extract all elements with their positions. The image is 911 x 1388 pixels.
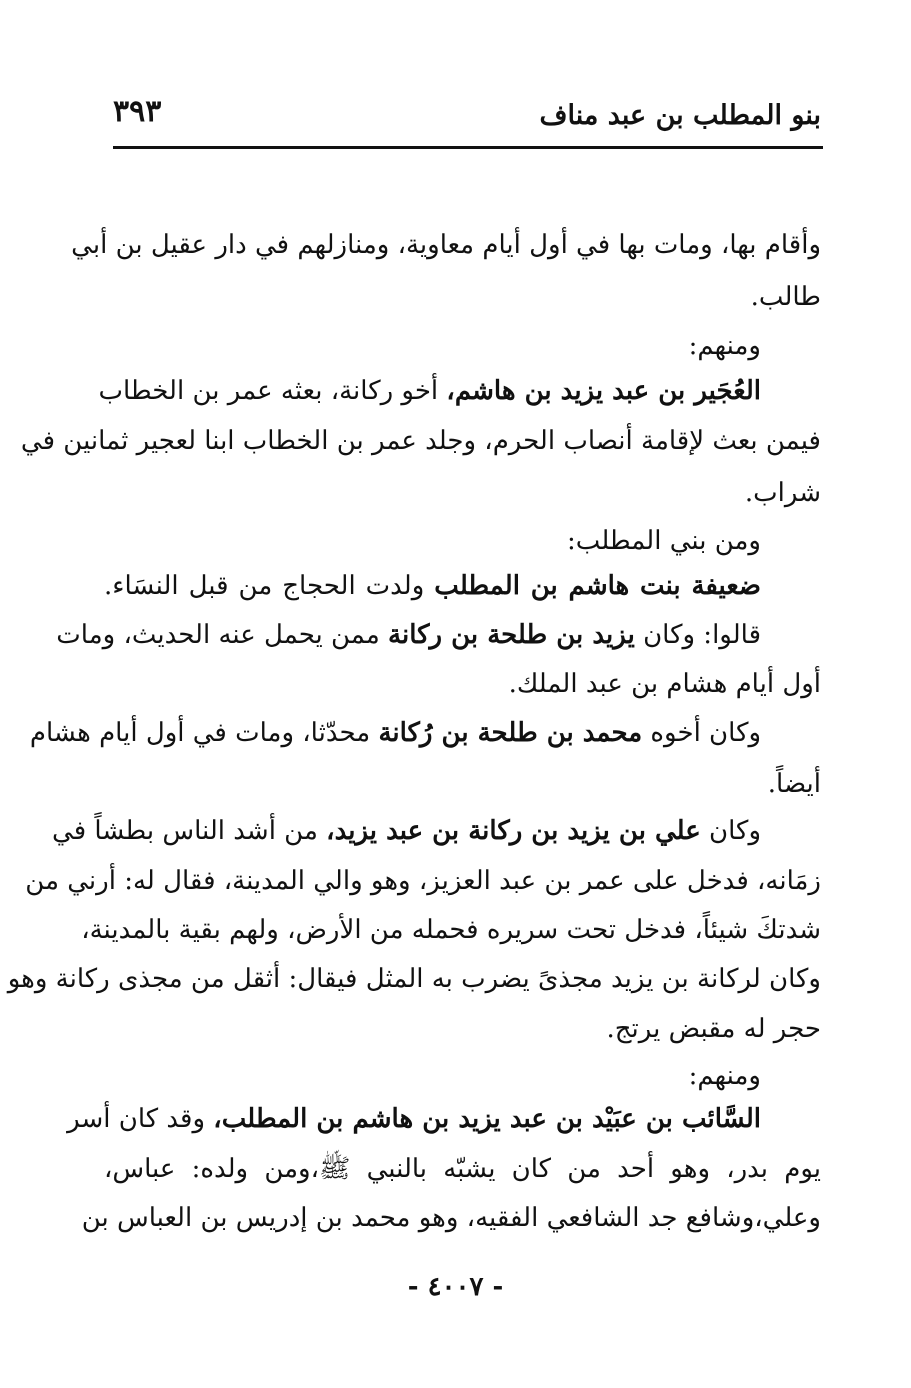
text-line: أول أيام هشام بن عبد الملك. (508, 669, 821, 699)
text-line: طالب. (750, 282, 821, 312)
person-name: ضعيفة بنت هاشم بن المطلب (434, 571, 761, 601)
text-line: شراب. (744, 478, 821, 508)
page-number: ٣٩٣ (113, 94, 162, 129)
text-span: وكان أخوه (642, 718, 761, 748)
section-label: ومنهم: (688, 331, 761, 361)
text-line: وأقام بها، ومات بها في أول أيام معاوية، ومنازلهم في دار عقيل بن أبي (71, 230, 821, 260)
person-name: السَّائب بن عبَيْد بن عبد يزيد بن هاشم بن المطلب، (213, 1104, 761, 1134)
text-line (29, 707, 761, 759)
running-title: بنو المطلب بن عبد مناف (539, 100, 821, 131)
text-line: وعلي،وشافع جد الشافعي الفقيه، وهو محمد بن إدريس بن العباس بن (81, 1203, 821, 1233)
text-span: ممن يحمل عنه الحديث، ومات (56, 620, 389, 650)
text-line (52, 805, 761, 857)
section-label: ومن بني المطلب: (567, 526, 761, 556)
text-line: أيضاً. (767, 769, 821, 799)
text-line: حجر له مقبض يرتج. (606, 1014, 821, 1044)
text-line (56, 609, 761, 661)
text-line (98, 365, 761, 417)
person-name: محمد بن طلحة بن رُكانة (378, 718, 643, 748)
text-span: أخو ركانة، بعثه عمر بن الخطاب (98, 376, 447, 406)
text-line: زمَانه، فدخل على عمر بن عبد العزيز، وهو والي المدينة، فقال له: أرني من (25, 866, 821, 896)
text-line: يوم بدر، وهو أحد من كان يشبّه بالنبي ﷺ،ومن ولده: عباس، (104, 1154, 821, 1184)
person-name: علي بن يزيد بن ركانة بن عبد يزيد، (326, 816, 701, 846)
text-line: شدتكَ شيئاً، فدخل تحت سريره فحمله من الأرض، ولهم بقية بالمدينة، (81, 915, 821, 945)
person-name: العُجَير بن عبد يزيد بن هاشم، (446, 376, 761, 406)
text-span: قالوا: وكان (634, 620, 761, 650)
person-name: يزيد بن طلحة بن ركانة (388, 620, 635, 650)
text-line (67, 1093, 761, 1145)
header-rule (113, 146, 823, 149)
running-header (113, 92, 821, 142)
text-span: ولدت الحجاج من قبل النسَاء. (104, 571, 435, 601)
footer-page-number: - ٤٠٠٧ - (407, 1272, 504, 1302)
text-span: من أشد الناس بطشاً في (52, 816, 327, 846)
text-line (104, 560, 761, 612)
text-line: وكان لركانة بن يزيد مجذىً يضرب به المثل فيقال: أثقل من مجذى ركانة وهو (7, 964, 821, 994)
text-span: محدّثا، ومات في أول أيام هشام (29, 718, 379, 748)
text-span: وقد كان أسر (67, 1104, 214, 1134)
text-span: وكان (700, 816, 761, 846)
section-label: ومنهم: (688, 1061, 761, 1091)
text-line: فيمن بعث لإقامة أنصاب الحرم، وجلد عمر بن الخطاب ابنا لعجير ثمانين في (20, 426, 821, 456)
